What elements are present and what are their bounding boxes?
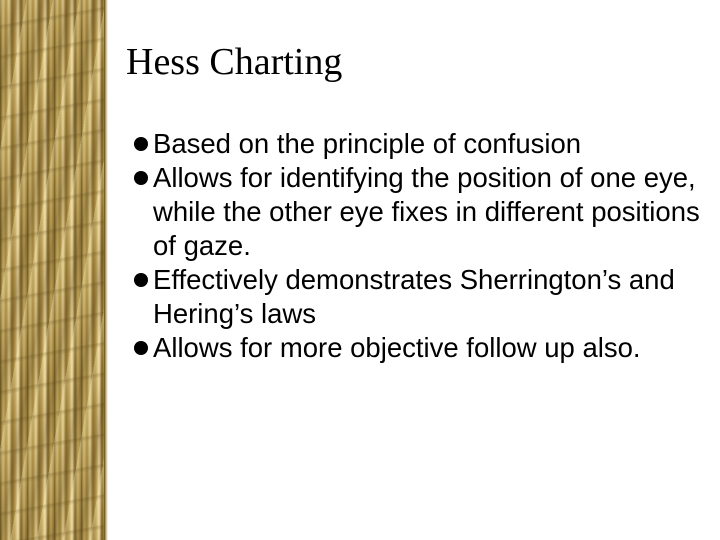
bullet-text: Allows for identifying the position of one eye, while the other eye fixes in different positions of gaze. <box>153 162 700 261</box>
bullet-text: Effectively demonstrates Sherrington’s and Hering’s laws <box>153 264 675 329</box>
border-edge-divider <box>104 0 108 540</box>
bullet-text: Allows for more objective follow up also. <box>153 332 641 363</box>
bullet-icon <box>134 273 148 287</box>
bullet-icon <box>134 171 148 185</box>
slide-title: Hess Charting <box>126 41 343 83</box>
bullet-item <box>132 127 712 161</box>
bullet-item <box>132 161 712 263</box>
decorative-gold-border <box>0 0 104 540</box>
bullet-list <box>132 127 712 365</box>
bullet-icon <box>134 137 148 151</box>
bullet-icon <box>134 341 148 355</box>
bullet-text: Based on the principle of confusion <box>153 128 582 159</box>
bullet-item <box>132 263 712 331</box>
bullet-item <box>132 331 712 365</box>
